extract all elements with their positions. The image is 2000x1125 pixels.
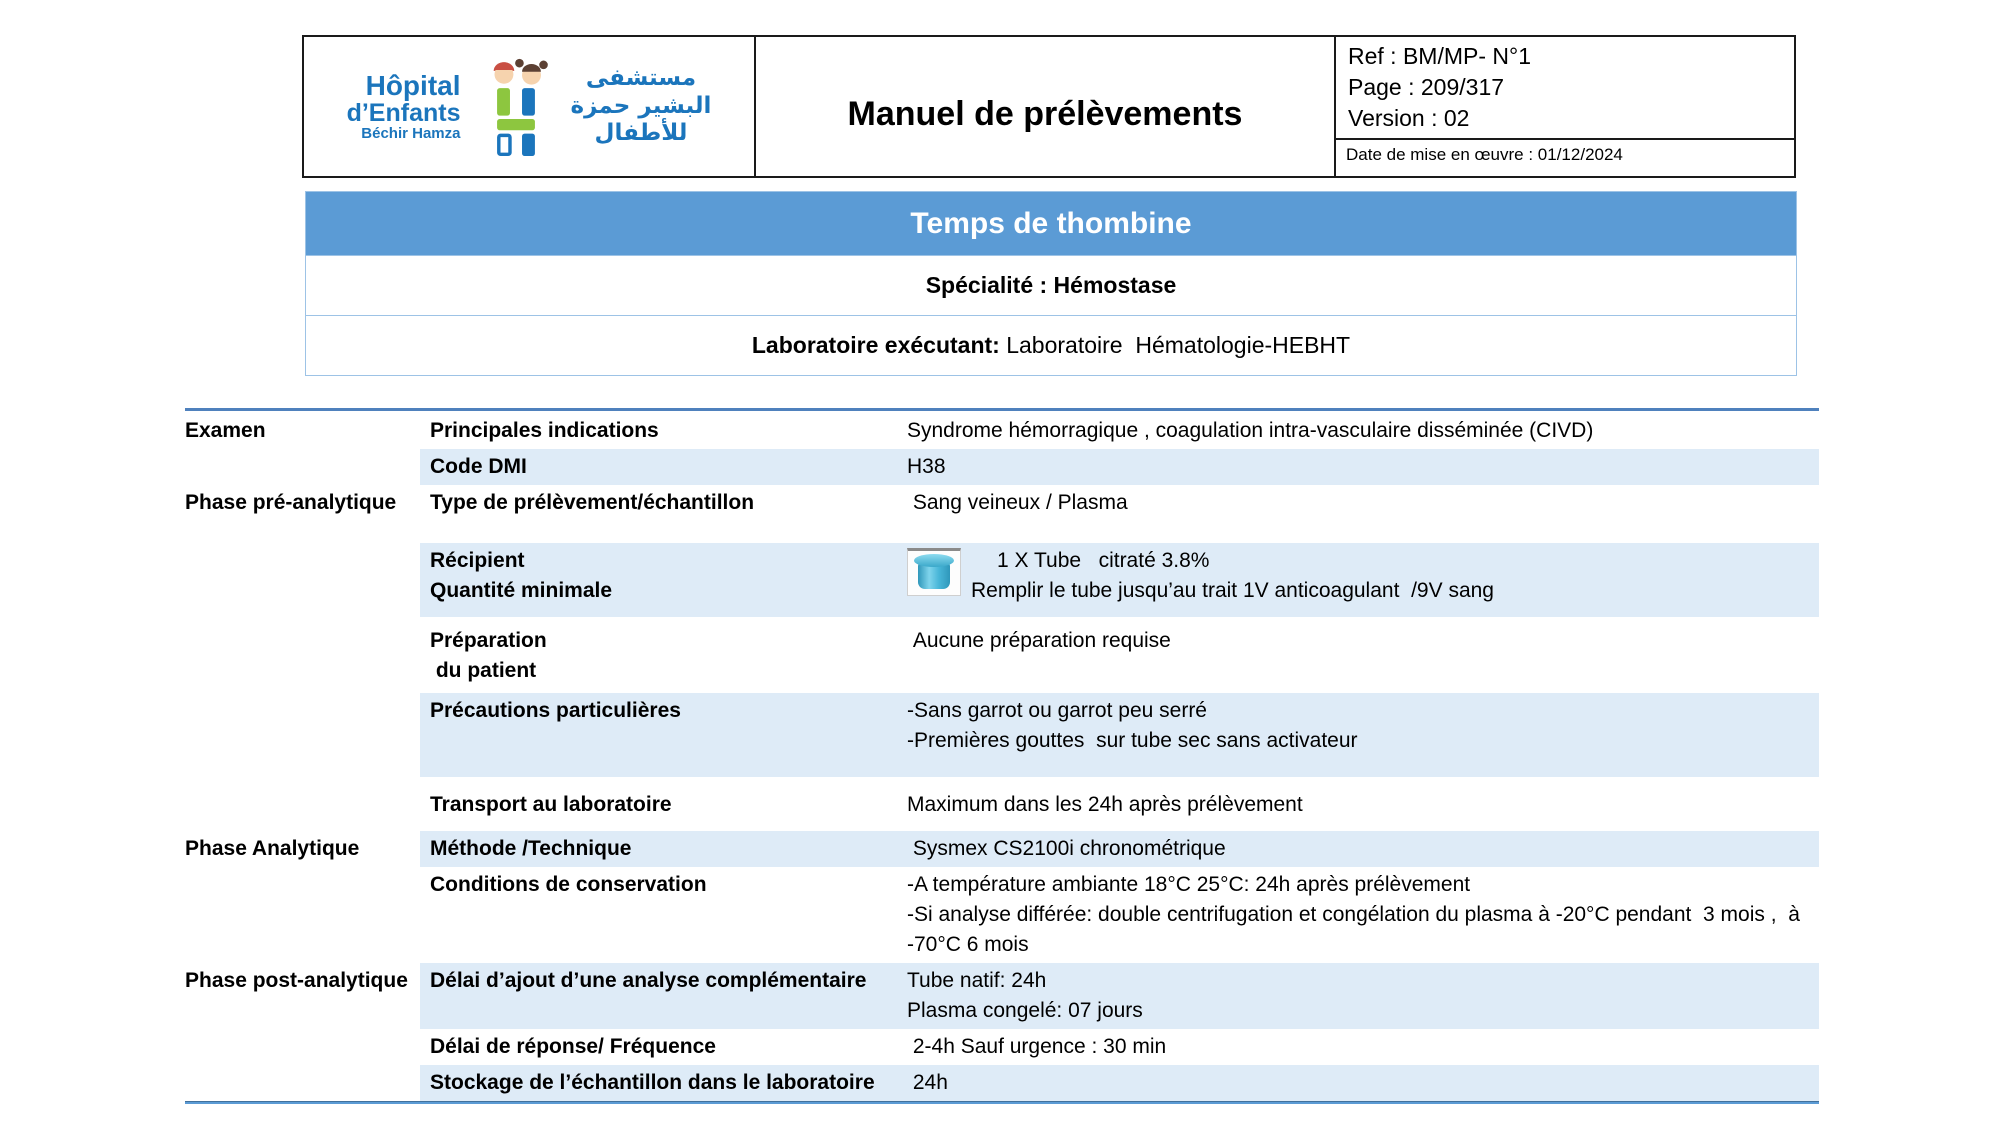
table-row-recipient-quantite — [185, 543, 1819, 617]
value-cell — [897, 963, 1819, 1029]
laboratory-row — [306, 315, 1796, 375]
table-row-type-prelevement — [185, 485, 1819, 521]
row-body — [420, 831, 1819, 867]
row-body — [420, 1029, 1819, 1065]
table-bottom-rule — [185, 1101, 1819, 1104]
value-line: 24h — [907, 1071, 948, 1094]
logo-text-line: Hôpital — [365, 70, 461, 102]
label-cell — [420, 867, 897, 963]
phase-cell — [185, 623, 420, 693]
row-body — [420, 787, 1819, 831]
page-number: Page : 209/317 — [1348, 74, 1505, 100]
value-line: 2-4h Sauf urgence : 30 min — [907, 1035, 1167, 1058]
value-cell — [897, 623, 1819, 693]
value-line: -Si analyse différée: double centrifugation et congélation du plasma à -20°C pendant 3 mois , à -70°C 6 mois — [907, 903, 1806, 956]
value-line: Aucune préparation requise — [907, 629, 1171, 652]
phase-cell — [185, 1065, 420, 1101]
implementation-date: Date de mise en œuvre : 01/12/2024 — [1336, 138, 1794, 176]
value-cell — [897, 413, 1819, 449]
value-line: -Premières gouttes sur tube sec sans activateur — [907, 729, 1358, 752]
row-body — [420, 1065, 1819, 1101]
table-row-methode — [185, 831, 1819, 867]
value-lines — [971, 546, 1494, 606]
phase-cell — [185, 787, 420, 831]
value-lines — [907, 870, 1811, 960]
hospital-name-french — [347, 71, 461, 142]
label-line: Principales indications — [430, 419, 659, 442]
reference-block — [1336, 37, 1794, 138]
table-row-conservation — [185, 867, 1819, 963]
laboratory-value: Laboratoire Hématologie-HEBHT — [999, 332, 1351, 358]
value-lines — [907, 966, 1811, 1026]
label-line: Conditions de conservation — [430, 873, 707, 896]
value-cell — [897, 485, 1819, 521]
label-cell — [420, 413, 897, 449]
value-lines — [907, 1032, 1811, 1062]
value-line: Tube natif: 24h — [907, 969, 1047, 992]
value-line: Syndrome hémorragique , coagulation intra-vasculaire disséminée (CIVD) — [907, 419, 1594, 442]
value-lines — [907, 1068, 1811, 1098]
logo-text-line: مستشفى — [585, 65, 697, 92]
hospital-logo-icon — [473, 55, 559, 159]
label-cell — [420, 963, 897, 1029]
speciality-text: Spécialité : Hémostase — [925, 272, 1177, 298]
table-row-precautions — [185, 693, 1819, 777]
phase-cell: Phase pré-analytique — [185, 491, 397, 514]
row-body — [420, 543, 1819, 617]
value-cell — [897, 449, 1819, 485]
label-cell — [420, 543, 897, 617]
document-title: Manuel de prélèvements — [847, 95, 1243, 133]
phase-cell — [185, 543, 420, 617]
row-body — [420, 693, 1819, 777]
value-line: -A température ambiante 18°C 25°C: 24h après prélèvement — [907, 873, 1471, 896]
label-line: Quantité minimale — [430, 579, 613, 602]
row-body — [420, 485, 1819, 521]
row-body — [420, 867, 1819, 963]
row-body — [420, 623, 1819, 693]
value-line: Sang veineux / Plasma — [907, 491, 1128, 514]
phase-cell — [185, 1029, 420, 1065]
value-cell — [897, 693, 1819, 777]
ref-number: Ref : BM/MP- N°1 — [1348, 43, 1532, 69]
version-number: Version : 02 — [1348, 105, 1470, 131]
test-title-banner — [306, 192, 1796, 255]
value-cell — [897, 867, 1819, 963]
phase-cell — [185, 867, 420, 963]
logo-text-line: d’Enfants — [346, 99, 461, 128]
value-line: Plasma congelé: 07 jours — [907, 999, 1143, 1022]
table-top-rule — [185, 408, 1819, 411]
value-line: 1 X Tube citraté 3.8% — [997, 549, 1210, 572]
logo-text-line: البشير حمزة — [570, 92, 712, 119]
value-lines — [907, 696, 1811, 756]
row-body — [420, 963, 1819, 1029]
document-title-cell — [756, 37, 1334, 176]
value-cell — [897, 1029, 1819, 1065]
logo-text-line: Béchir Hamza — [361, 125, 461, 143]
value-lines — [907, 834, 1811, 864]
tube-cap-shape — [918, 561, 950, 589]
value-line: H38 — [907, 455, 946, 478]
phase-cell — [185, 449, 420, 485]
logo-text-line: للأطفال — [594, 120, 688, 147]
row-gap — [185, 521, 1819, 543]
label-line: du patient — [430, 659, 537, 682]
label-line: Code DMI — [430, 455, 527, 478]
label-line: Délai d’ajout d’une analyse complémentaire — [430, 969, 867, 992]
value-lines — [907, 416, 1811, 446]
phase-cell: Phase Analytique — [185, 837, 360, 860]
value-cell — [897, 831, 1819, 867]
reference-cell — [1334, 37, 1794, 176]
label-cell — [420, 787, 897, 831]
phase-cell: Phase post-analytique — [185, 969, 408, 992]
citrate-tube-icon — [907, 548, 961, 596]
main-table-rows — [185, 413, 1819, 1101]
value-lines — [907, 452, 1811, 482]
label-cell — [420, 693, 897, 777]
table-row-preparation-patient — [185, 623, 1819, 693]
value-cell — [897, 543, 1819, 617]
label-cell — [420, 831, 897, 867]
value-lines — [907, 790, 1811, 820]
value-lines — [907, 488, 1811, 518]
label-cell — [420, 623, 897, 693]
value-line: Maximum dans les 24h après prélèvement — [907, 793, 1303, 816]
label-line: Préparation — [430, 629, 547, 652]
phase-cell: Examen — [185, 419, 266, 442]
main-table — [185, 408, 1819, 1104]
label-line: Précautions particulières — [430, 699, 681, 722]
table-row-principales-indications — [185, 413, 1819, 449]
laboratory-text — [752, 332, 1350, 359]
label-line: Transport au laboratoire — [430, 793, 672, 816]
hospital-name-arabic — [571, 65, 712, 148]
label-line: Récipient — [430, 549, 525, 572]
label-line: Stockage de l’échantillon dans le laboratoire — [430, 1071, 875, 1094]
row-gap — [185, 777, 1819, 787]
value-lines — [907, 626, 1811, 656]
value-cell — [897, 787, 1819, 831]
row-body — [420, 449, 1819, 485]
table-row-delai-ajout — [185, 963, 1819, 1029]
label-cell — [420, 1065, 897, 1101]
speciality-row — [306, 255, 1796, 315]
value-line: Sysmex CS2100i chronométrique — [907, 837, 1226, 860]
document-header — [302, 35, 1796, 178]
table-row-code-dmi — [185, 449, 1819, 485]
label-cell — [420, 485, 897, 521]
table-row-transport — [185, 787, 1819, 831]
label-cell — [420, 1029, 897, 1065]
label-cell — [420, 449, 897, 485]
table-row-delai-reponse — [185, 1029, 1819, 1065]
label-line: Méthode /Technique — [430, 837, 632, 860]
label-line: Délai de réponse/ Fréquence — [430, 1035, 716, 1058]
test-banner-box — [305, 191, 1797, 376]
label-line: Type de prélèvement/échantillon — [430, 491, 755, 514]
laboratory-label: Laboratoire exécutant: — [751, 332, 1000, 358]
value-cell — [897, 1065, 1819, 1101]
phase-cell — [185, 693, 420, 777]
test-title: Temps de thombine — [910, 206, 1192, 240]
table-row-stockage — [185, 1065, 1819, 1101]
row-body — [420, 413, 1819, 449]
hospital-logo — [304, 37, 756, 176]
value-line: -Sans garrot ou garrot peu serré — [907, 699, 1207, 722]
value-line: Remplir le tube jusqu’au trait 1V anticoagulant /9V sang — [971, 579, 1494, 602]
